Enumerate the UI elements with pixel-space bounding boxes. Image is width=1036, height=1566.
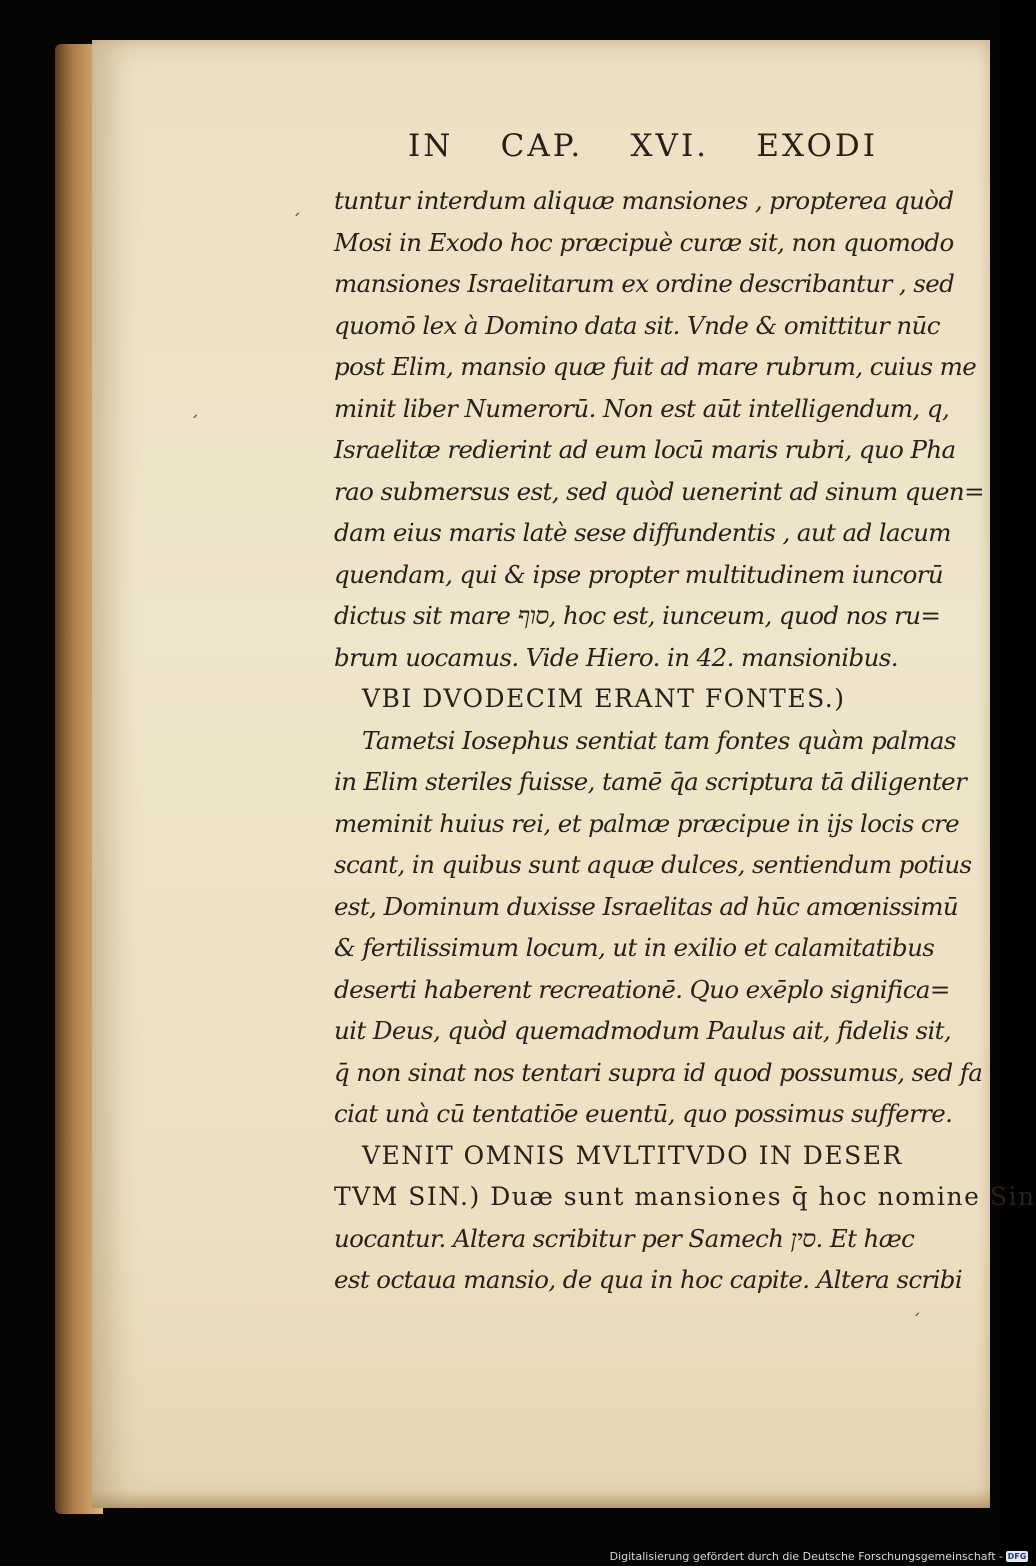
dfg-logo: DFG <box>1007 1551 1027 1561</box>
text-line: est octaua mansio, de qua in hoc capite. Altera scribi <box>334 1265 963 1294</box>
text-line: rao submersus est, sed quòd uenerint ad sinum quen= <box>334 476 985 506</box>
running-head-word: XVI. <box>630 128 710 164</box>
text-line: meminit huius rei, et palmæ præcipue in ijs locis cre <box>334 808 960 838</box>
page-bottom-shadow <box>92 1490 990 1508</box>
credit-text: Digitalisierung gefördert durch die Deutsche Forschungsgemeinschaft - <box>609 1549 1003 1563</box>
text-line: tuntur interdum aliquæ mansiones , propterea quòd <box>334 186 954 215</box>
text-line: uit Deus, quòd quemadmodum Paulus ait, fidelis sit, <box>334 1016 952 1045</box>
text-line: brum uocamus. Vide Hiero. in 42. mansionibus. <box>334 642 898 672</box>
text-line: in Elim steriles fuisse, tamē q̄a scriptura tā diligenter <box>334 767 967 796</box>
margin-pen-mark: ˏ <box>190 398 199 419</box>
text-line: uocantur. Altera scribitur per Samech סין. Et hæc <box>334 1223 915 1253</box>
lemma-line: VBI DVODECIM ERANT FONTES.) <box>362 684 846 713</box>
text-line: Mosi in Exodo hoc præcipuè curæ sit, non quomodo <box>334 227 954 257</box>
margin-pen-mark: ˏ <box>292 196 301 217</box>
text-line: mansiones Israelitarum ex ordine describantur , sed <box>334 269 955 298</box>
running-head-word: CAP. <box>500 128 584 164</box>
text-line: & fertilissimum locum, ut in exilio et calamitatibus <box>334 933 935 962</box>
text-line: deserti haberent recreationē. Quo exēplo significa= <box>334 974 950 1004</box>
running-head <box>408 122 878 170</box>
text-line: est, Dominum duxisse Israelitas ad hūc amœnissimū <box>334 891 959 921</box>
text-line: post Elim, mansio quæ fuit ad mare rubrum, cuius me <box>334 352 977 381</box>
text-line: Israelitæ redierint ad eum locū maris rubri, quo Pha <box>334 435 956 464</box>
running-head-word: IN <box>408 128 454 164</box>
text-line: q̄ non sinat nos tentari supra id quod possumus, sed fa <box>334 1057 983 1087</box>
lemma-line: TVM SIN.) Duæ sunt mansiones q̄ hoc nomine Sin <box>334 1182 1036 1211</box>
text-line: Tametsi Iosephus sentiat tam fontes quàm palmas <box>362 725 956 755</box>
text-line: ciat unà cū tentatiōe euentū, quo possimus sufferre. <box>334 1099 953 1128</box>
text-line: dam eius maris latè sese diffundentis , aut ad lacum <box>334 518 951 547</box>
text-line: minit liber Numerorū. Non est aūt intelligendum, q, <box>334 393 950 423</box>
text-line: quendam, qui & ipse propter multitudinem iuncorū <box>334 559 944 589</box>
digitization-credit <box>610 1549 1028 1563</box>
text-line: scant, in quibus sunt aquæ dulces, sentiendum potius <box>334 850 972 879</box>
text-line: dictus sit mare סוף, hoc est, iunceum, quod nos ru= <box>334 601 941 630</box>
text-line: quomō lex à Domino data sit. Vnde & omittitur nūc <box>334 310 940 340</box>
body-text <box>334 180 1036 1301</box>
lemma-line: VENIT OMNIS MVLTITVDO IN DESER <box>362 1140 903 1170</box>
margin-pen-mark: ˏ <box>912 1296 921 1317</box>
running-head-word: EXODI <box>756 128 878 164</box>
